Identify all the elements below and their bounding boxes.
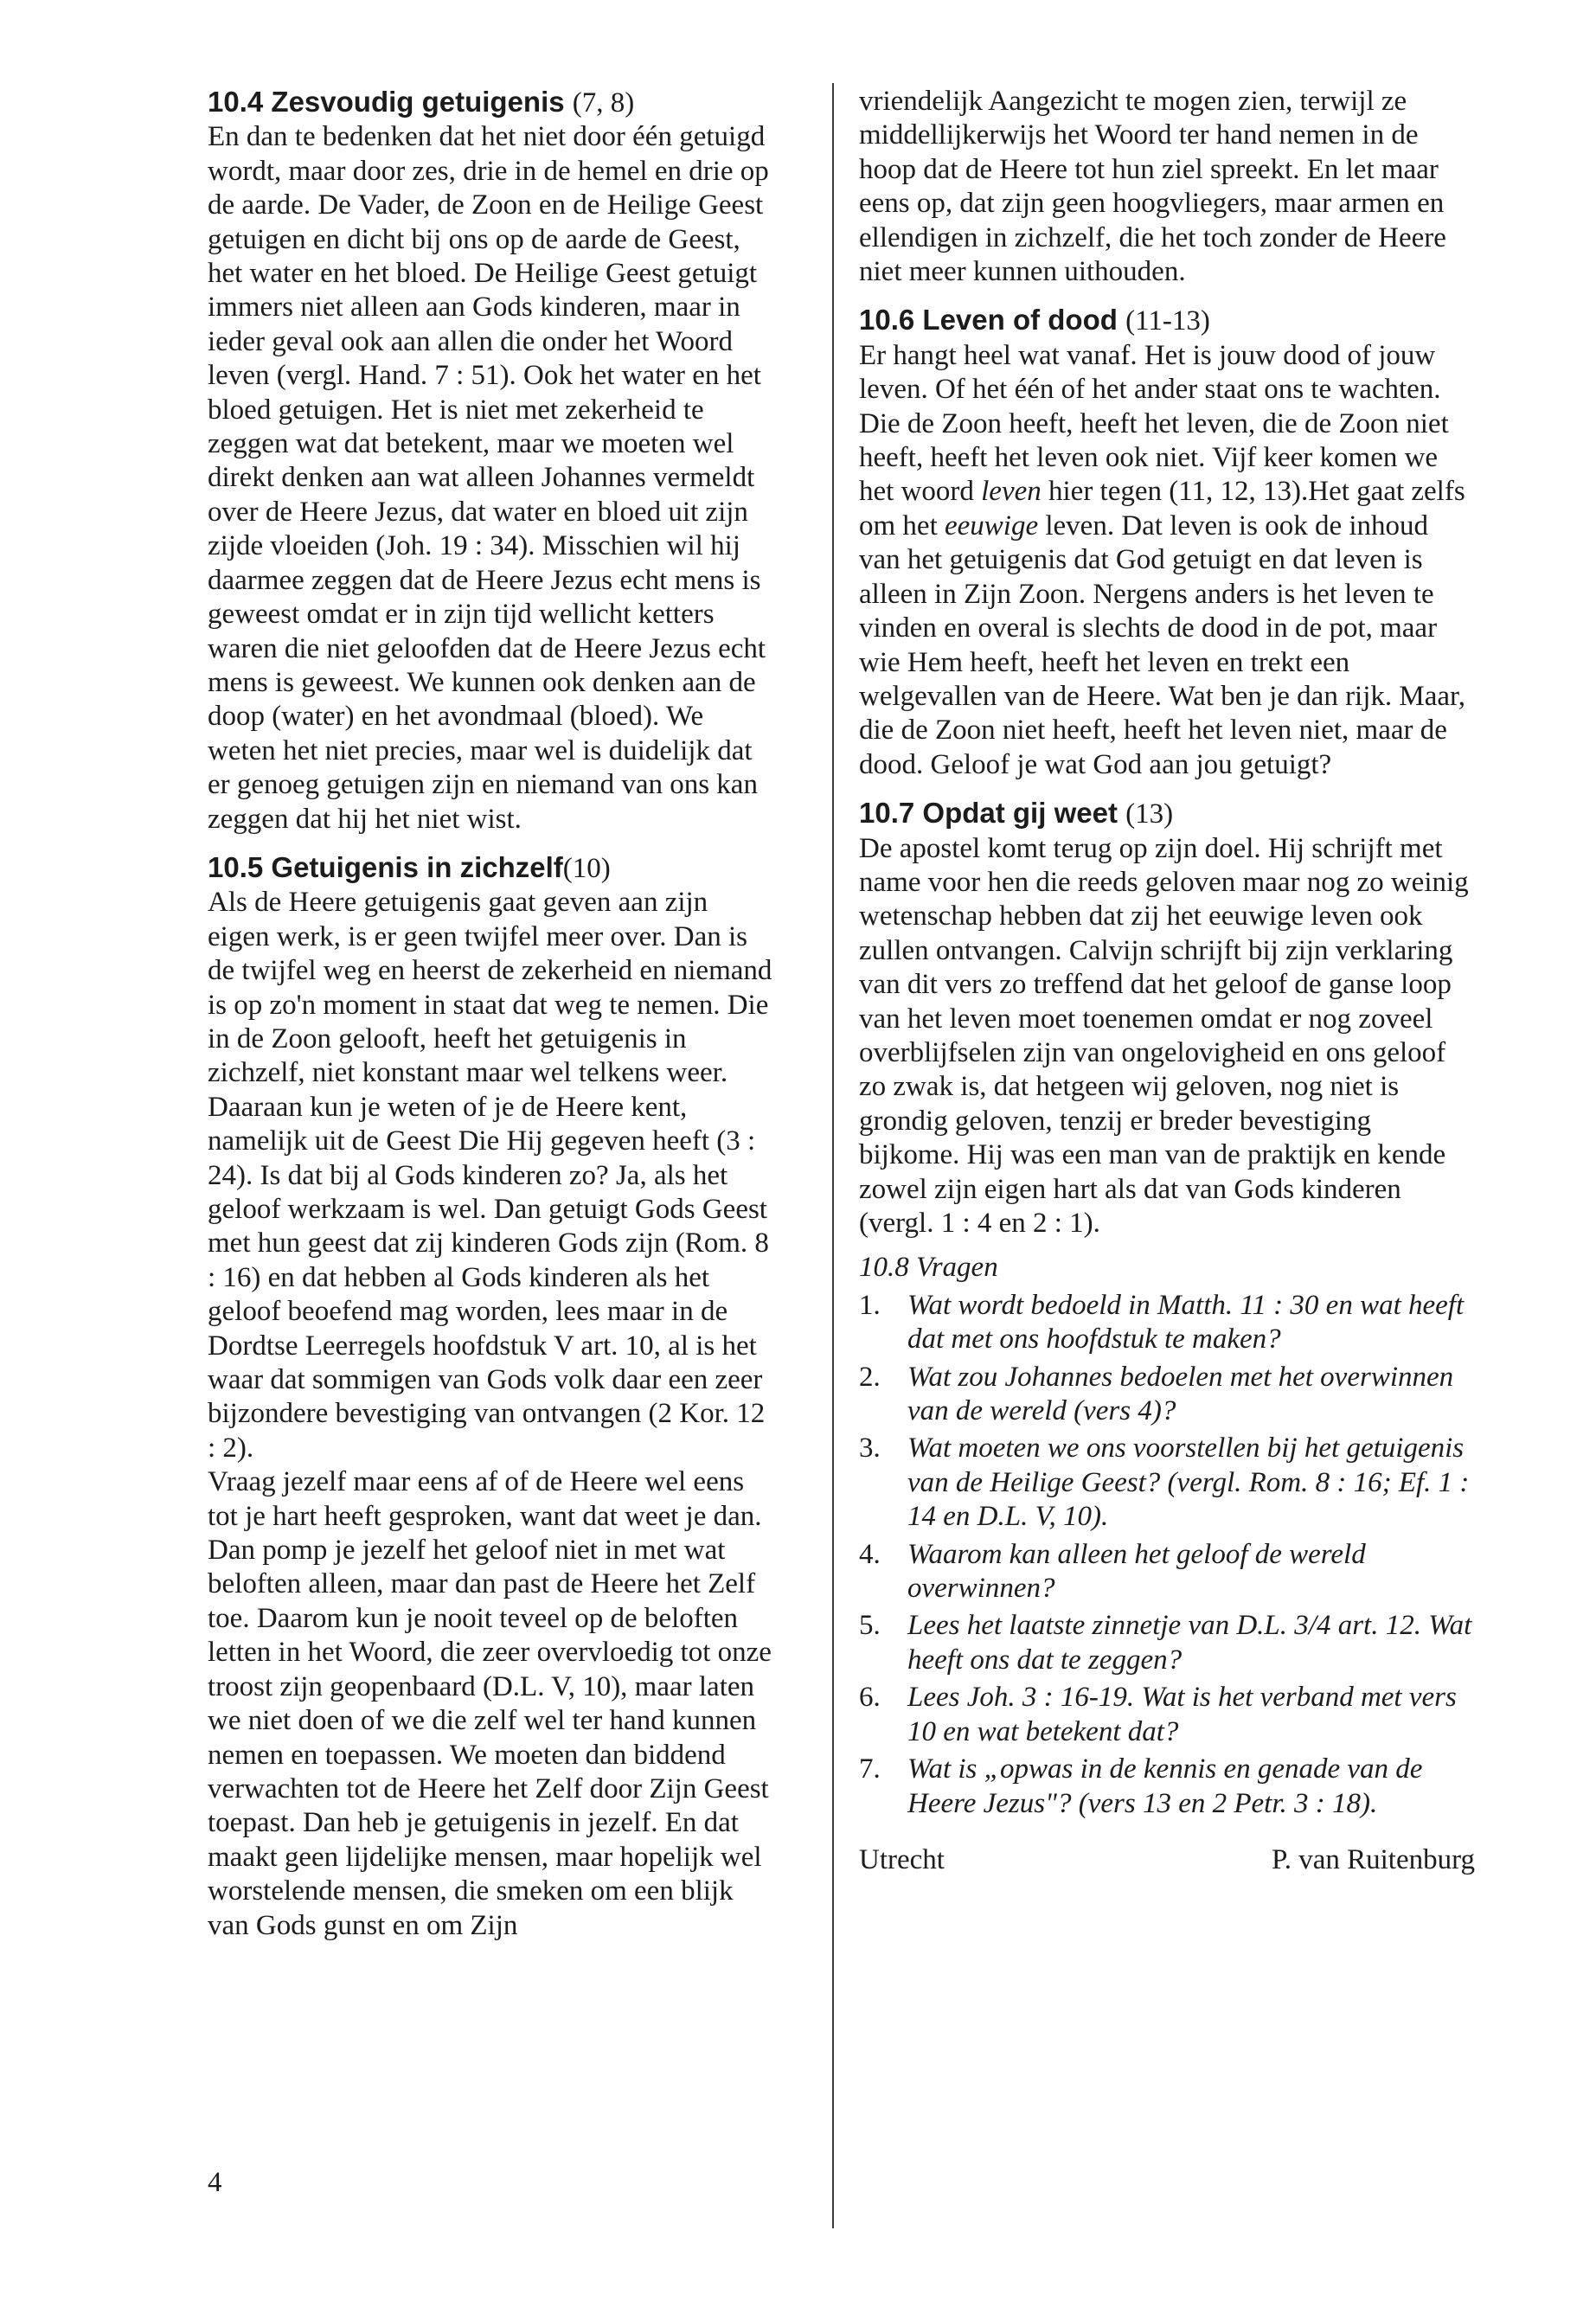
question-text: Wat is „opwas in de kennis en genade van de Heere Jezus"? (vers 13 en 2 Petr. 3 : 18). [907,1753,1423,1819]
section-body-10-5-part2: Vraag jezelf maar eens af of de Heere wel eens tot je hart heeft gesproken, want dat weet je dan. Dan pomp je jezelf het geloof niet in met wat beloften alleen, maar dan past de Heere het Zelf toe. Daarom kun je nooit teveel op de beloften letten in het Woord, die zeer overvloedig tot onze troost zijn geopenbaard (D.L. V, 10), maar laten we niet doen of we die zelf wel ter hand kunnen nemen en toepassen. We moeten dan biddend verwachten tot de Heere het Zelf door Zijn Geest toepast. Dan heb je getuigenis in jezelf. En dat maakt geen lijdelijke mensen, maar hopelijk wel worstelende mensen, die smeken om een blijk van Gods gunst en om Zijn [208,1466,772,1941]
question-item [859,1432,1475,1534]
body-text: hier tegen (11, 12, 13).Het gaat zelfs om het [859,476,1465,542]
question-number: 3. [859,1433,881,1465]
emphasis-text: leven [981,476,1042,508]
section-verse-ref: (13) [1125,798,1174,830]
section-title: Opdat gij weet [922,797,1118,830]
question-text: Wat wordt bedoeld in Matth. 11 : 30 en wat heeft dat met ons hoofdstuk te maken? [907,1289,1465,1356]
section-number: 10.5 [208,850,264,883]
question-item [859,1361,1475,1429]
signature-place: Utrecht [859,1843,945,1875]
section-body-10-4: En dan te bedenken dat het niet door één getuigd wordt, maar door zes, drie in de hemel en drie op de aarde. De Vader, de Zoon en de Heilige Geest getuigen en dicht bij ons op de aarde de Geest, het water en het bloed. De Heilige Geest getuigt immers niet alleen aan Gods kinderen, maar in ieder geval ook aan allen die onder het Woord leven (vergl. Hand. 7 : 51). Ook het water en het bloed getuigen. Het is niet met zekerheid te zeggen wat dat betekent, maar we moeten wel direkt denken aan wat alleen Johannes vermeldt over de Heere Jezus, dat water en bloed uit zijn zijde vloeiden (Joh. 19 : 34). Misschien wil hij daarmee zeggen dat de Heere Jezus echt mens is geweest omdat er in zijn tijd wellicht ketters waren die niet geloofden dat de Heere Jezus echt mens is geweest. We kunnen ook denken aan de doop (water) en het avondmaal (bloed). We weten het niet precies, maar wel is duidelijk dat er genoeg getuigen zijn en niemand van ons kan zeggen dat hij het niet wist. [208,121,769,835]
questions-heading: 10.8 Vragen [859,1252,998,1284]
question-item [859,1538,1475,1606]
section-verse-ref: (11-13) [1125,305,1210,337]
section-number: 10.6 [859,304,915,336]
question-text: Waarom kan alleen het geloof de wereld overwinnen? [907,1538,1366,1605]
question-item [859,1609,1475,1677]
signature-author: P. van Ruitenburg [1272,1843,1475,1875]
question-item [859,1289,1475,1357]
section-heading-10-6 [859,303,1475,338]
question-text: Wat zou Johannes bedoelen met het overwinnen van de wereld (vers 4)? [907,1361,1454,1427]
section-body-10-7: De apostel komt terug op zijn doel. Hij schrijft met name voor hen die reeds geloven maar nog zo weinig wetenschap hebben dat zij het eeuwige leven ook zullen ontvangen. Calvijn schrijft bij zijn verklaring van dit vers zo treffend dat het geloof de ganse loop van het leven moet toenemen omdat er nog zoveel overblijfselen zijn van ongelovigheid en ons geloof zo zwak is, dat hetgeen wij geloven, nog niet is grondig geloven, tenzij er breder bevestiging bijkome. Hij was een man van de praktijk en kende zowel zijn eigen hart als dat van Gods kinderen (vergl. 1 : 4 en 2 : 1). [859,832,1469,1239]
right-column [859,85,1475,1877]
emphasis-text: eeuwige [944,510,1039,542]
section-title: Zesvoudig getuigenis [271,86,565,118]
section-number: 10.4 [208,86,264,118]
body-text: Er hangt heel wat vanaf. Het is jouw dood of jouw leven. Of het één of het ander staat ons te wachten. Die de Zoon heeft, heeft het leven, die de Zoon niet heeft, heeft het leven ook niet. Vijf keer komen we het woord [859,339,1449,508]
question-number: 1. [859,1289,881,1321]
question-number: 2. [859,1361,881,1393]
question-number: 6. [859,1682,881,1714]
section-body-10-6 [859,339,1475,782]
question-item [859,1753,1475,1821]
section-number: 10.7 [859,797,915,830]
question-item [859,1681,1475,1749]
question-text: Wat moeten we ons voorstellen bij het getuigenis van de Heilige Geest? (vergl. Rom. 8 : 16; Ef. 1 : 14 en D.L. V, 10). [907,1433,1470,1533]
section-verse-ref: (10) [562,852,611,884]
signature [859,1843,1475,1877]
question-number: 4. [859,1538,881,1570]
question-text: Lees het laatste zinnetje van D.L. 3/4 art. 12. Wat heeft ons dat te zeggen? [907,1610,1472,1676]
left-column [208,85,774,1943]
section-verse-ref: (7, 8) [572,87,635,119]
section-heading-10-7 [859,796,1475,831]
section-title: Leven of dood [922,304,1118,336]
questions-list [859,1289,1475,1821]
section-body-10-5-continued: vriendelijk Aangezicht te mogen zien, terwijl ze middellijkerwijs het Woord ter hand nemen in de hoop dat de Heere tot hun ziel spreekt. En let maar eens op, dat zijn geen hoogvliegers, maar armen en ellendigen in zichzelf, die het toch zonder de Heere niet meer kunnen uithouden. [859,86,1446,288]
column-divider [832,83,834,2228]
question-text: Lees Joh. 3 : 16-19. Wat is het verband met vers 10 en wat betekent dat? [907,1682,1457,1747]
page-number: 4 [208,2167,222,2198]
question-number: 5. [859,1610,881,1642]
section-title: Getuigenis in zichzelf [271,850,563,883]
body-text: leven. Dat leven is ook de inhoud van het getuigenis dat God getuigt en dat leven is alleen in Zijn Zoon. Nergens anders is het leven te vinden en overal is slechts de dood in de pot, maar wie Hem heeft, heeft het leven en trekt een welgevallen van de Heere. Wat ben je dan rijk. Maar, die de Zoon niet heeft, heeft het leven niet, maar de dood. Geloof je wat God aan jou getuigt? [859,510,1465,780]
section-heading-10-4 [208,85,774,120]
section-heading-10-5 [208,850,774,886]
question-number: 7. [859,1753,881,1785]
section-body-10-5: Als de Heere getuigenis gaat geven aan zijn eigen werk, is er geen twijfel meer over. Dan is de twijfel weg en heerst de zekerheid en niemand is op zo'n moment in staat dat weg te nemen. Die in de Zoon gelooft, heeft het getuigenis in zichzelf, niet konstant maar wel telkens weer. Daaraan kun je weten of je de Heere kent, namelijk uit de Geest Die Hij gegeven heeft (3 : 24). Is dat bij al Gods kinderen zo? Ja, als het geloof werkzaam is wel. Dan getuigt Gods Geest met hun geest dat zij kinderen Gods zijn (Rom. 8 : 16) en dat hebben al Gods kinderen als het geloof beoefend mag worden, lees maar in de Dordtse Leerregels hoofdstuk V art. 10, al is het waar dat sommigen van Gods volk daar een zeer bijzondere bevestiging van ontvangen (2 Kor. 12 : 2). [208,887,772,1464]
